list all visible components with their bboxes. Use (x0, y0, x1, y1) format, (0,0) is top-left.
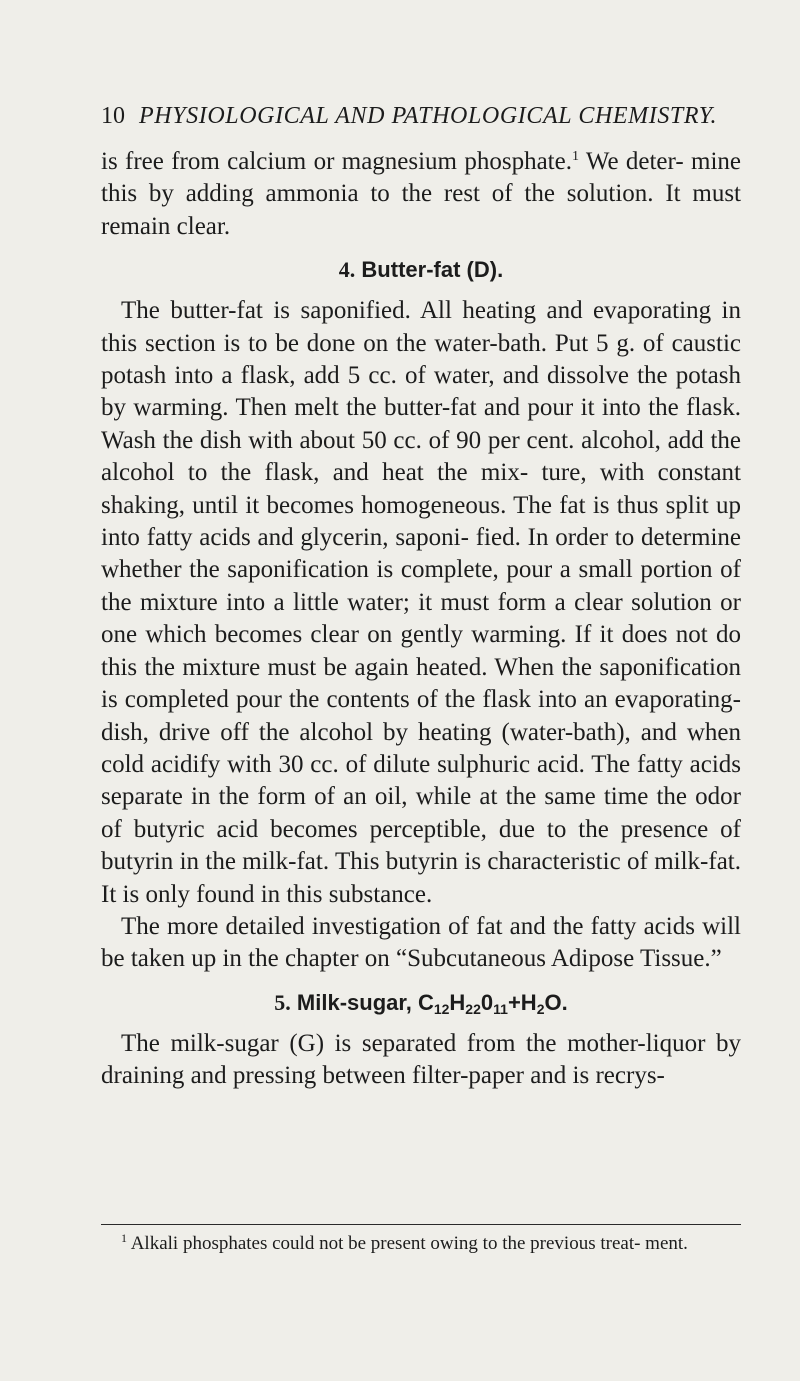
paragraph-calcium-phosphate (101, 146, 741, 243)
footnote-divider (101, 1224, 741, 1225)
section-title: Butter-fat (D). (361, 257, 504, 283)
body-text (101, 146, 741, 1093)
section-number: 5. (274, 989, 291, 1015)
section-number: 4. (338, 257, 356, 283)
formula-part: +H (507, 989, 537, 1015)
formula-subscript: 12 (433, 1000, 450, 1017)
running-title: PHYSIOLOGICAL AND PATHOLOGICAL CHEMISTRY. (139, 103, 718, 129)
paragraph-text: We deter- mine this by adding ammonia to the rest of the solution. It must remain clear. (101, 148, 741, 240)
paragraph-milk-sugar: The milk-sugar (G) is separated from the mother-liquor by draining and pressing between filter-paper and is recrys- (101, 1029, 741, 1090)
footnote-text: Alkali phosphates could not be present owing to the previous treat- ment. (130, 1233, 688, 1254)
paragraph-saponification: The butter-fat is saponified. All heating and evaporating in this section is to be done on the water-bath. Put 5 g. of caustic potash into a flask, add 5 cc. of water, and dissolve the potash by warming. Then melt the butter-fat and pour it into the flask. Wash the dish with about 50 cc. of 90 per cent. alcohol, add the alcohol to the flask, and heat the mix- ture, with constant shaking, until it becomes homogeneous. The fat is thus split up into fatty acids and glycerin, saponi- fied. In order to determine whether the saponification is complete, pour a small portion of the mixture into a little water; it must form a clear solution or one which becomes clear on gently warming. If it does not do this the mixture must be again heated. When the saponification is completed pour the contents of the flask into an evaporating-dish, drive off the alcohol by heating (water-bath), and when cold acidify with 30 cc. of dilute sulphuric acid. The fatty acids separate in the form of an oil, while at the same time the odor of butyric acid becomes perceptible, due to the presence of butyrin in the milk-fat. This butyrin is characteristic of milk-fat. It is only found in this substance. (101, 297, 741, 908)
section-title (297, 990, 568, 1015)
formula-part: H (449, 989, 466, 1015)
section-heading-milk-sugar (101, 988, 741, 1018)
formula-part: O. (544, 989, 568, 1015)
page-number: 10 (101, 103, 125, 129)
paragraph-text: is free from calcium or magnesium phosphate. (101, 148, 572, 175)
footnote (101, 1231, 741, 1257)
running-header (101, 101, 741, 131)
paragraph-adipose-reference: The more detailed investigation of fat and the fatty acids will be taken up in the chapter on “Subcutaneous Adipose Tissue.” (101, 912, 741, 973)
footnote-reference: 1 (571, 149, 579, 164)
formula-subscript: 22 (465, 1000, 481, 1017)
formula-part: 0 (480, 989, 494, 1015)
formula-part: Milk-sugar, C (296, 989, 434, 1015)
formula-subscript: 2 (536, 1000, 545, 1017)
footnote-marker: 1 (121, 1231, 127, 1245)
formula-subscript: 11 (493, 1000, 508, 1017)
section-heading-butter-fat (101, 255, 741, 285)
